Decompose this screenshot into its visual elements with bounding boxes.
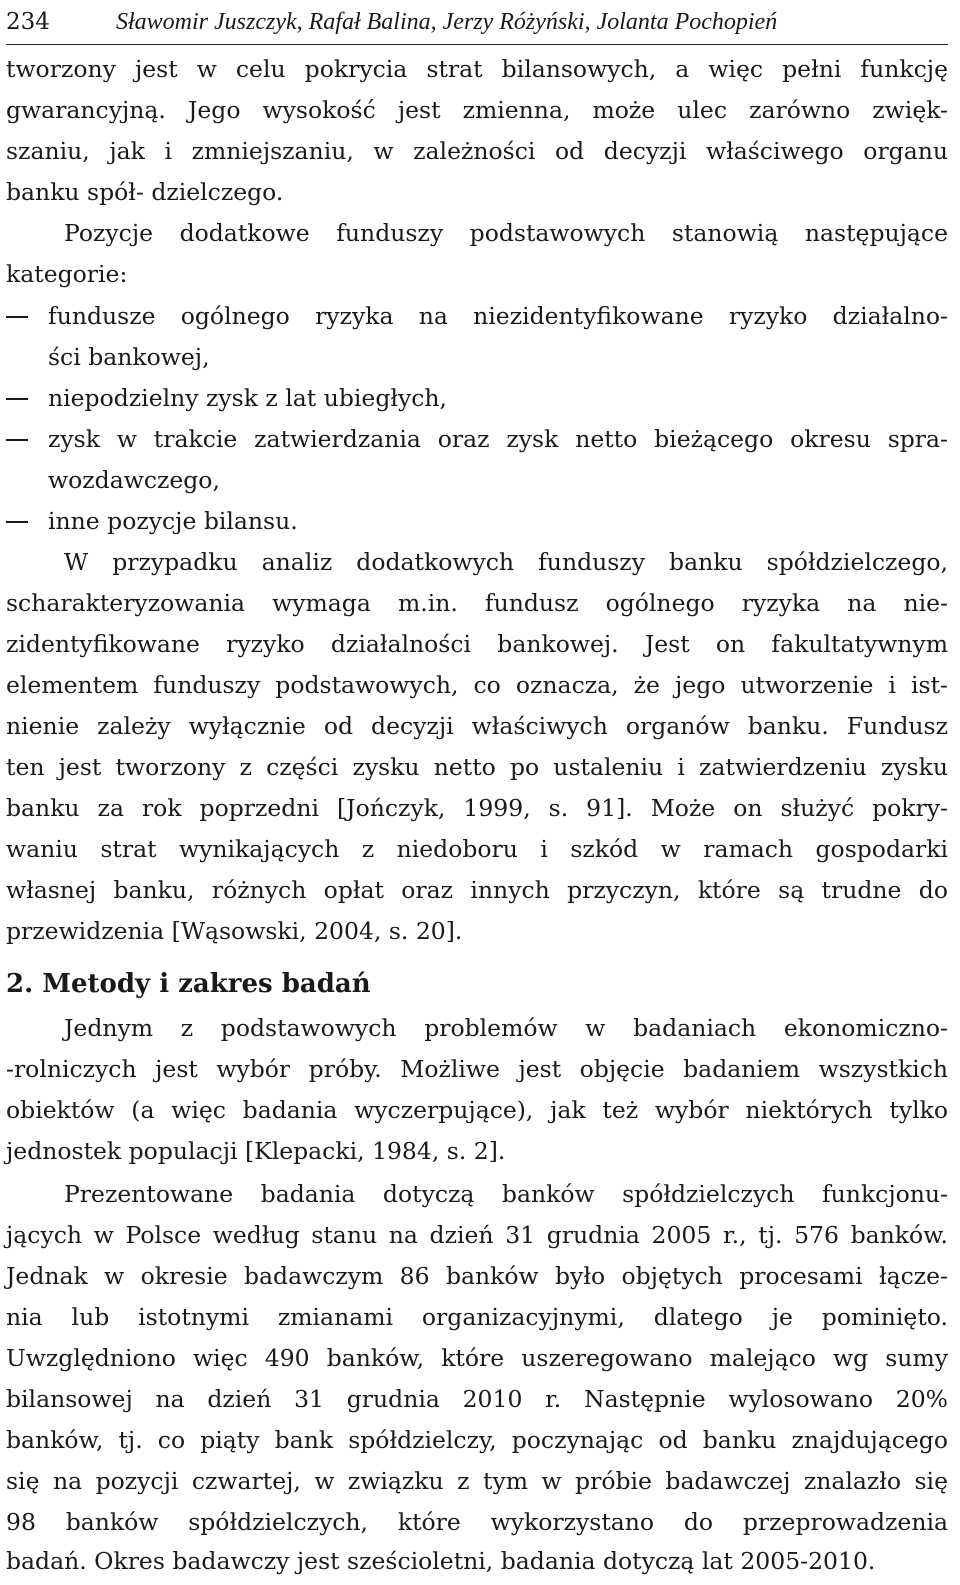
text-line: Prezentowane badania dotyczą banków spółdzielczych funkcjonu- [64,1180,948,1208]
text-line: Uwzględniono więc 490 banków, które uszeregowano malejąco wg sumy [6,1344,948,1372]
text-line: Jednym z podstawowych problemów w badaniach ekonomiczno- [64,1014,948,1042]
text-line: jednostek populacji [Klepacki, 1984, s. 2]. [6,1137,506,1165]
header-rule [6,44,948,45]
text-line: banku spół- dzielczego. [6,178,284,206]
list-item-line: inne pozycje bilansu. [48,507,298,535]
text-line: Pozycje dodatkowe funduszy podstawowych stanowią następujące [64,219,948,247]
list-dash [6,439,28,441]
text-line: się na pozycji czwartej, w związku z tym w próbie badawczej znalazło się [6,1467,948,1495]
text-line: banku za rok poprzedni [Jończyk, 1999, s. 91]. Może on służyć pokry- [6,794,948,822]
text-line: scharakteryzowania wymaga m.in. fundusz ogólnego ryzyka na nie- [6,589,948,617]
list-dash [6,521,28,523]
text-line: waniu strat wynikających z niedoboru i szkód w ramach gospodarki [6,835,948,863]
text-line: zidentyfikowane ryzyko działalności bankowej. Jest on fakultatywnym [6,630,948,658]
text-line: kategorie: [6,260,128,288]
text-line: tworzony jest w celu pokrycia strat bilansowych, a więc pełni funkcję [6,55,948,83]
text-line: przewidzenia [Wąsowski, 2004, s. 20]. [6,917,463,945]
page-header [6,2,948,42]
text-line: jących w Polsce według stanu na dzień 31 grudnia 2005 r., tj. 576 banków. [6,1221,948,1249]
text-line: badań. Okres badawczy jest sześcioletni, badania dotyczą lat 2005-2010. [6,1547,876,1575]
section-heading: 2. Metody i zakres badań [6,969,371,999]
text-line: banków, tj. co piąty bank spółdzielczy, poczynając od banku znajdującego [6,1426,948,1454]
text-line: 98 banków spółdzielczych, które wykorzystano do przeprowadzenia [6,1508,948,1536]
text-line: własnej banku, różnych opłat oraz innych przyczyn, które są trudne do [6,876,948,904]
list-dash [6,316,28,318]
page-number: 234 [6,9,50,35]
list-item-line: ści bankowej, [48,343,210,371]
text-line: Jednak w okresie badawczym 86 banków było objętych procesami łącze- [6,1262,948,1290]
text-line: -rolniczych jest wybór próby. Możliwe jest objęcie badaniem wszystkich [6,1055,948,1083]
text-line: nienie zależy wyłącznie od decyzji właściwych organów banku. Fundusz [6,712,948,740]
text-line: W przypadku analiz dodatkowych funduszy banku spółdzielczego, [64,548,948,576]
text-line: bilansowej na dzień 31 grudnia 2010 r. Następnie wylosowano 20% [6,1385,948,1413]
list-item-line: zysk w trakcie zatwierdzania oraz zysk netto bieżącego okresu spra- [48,425,948,453]
text-line: nia lub istotnymi zmianami organizacyjnymi, dlatego je pominięto. [6,1303,948,1331]
text-line: szaniu, jak i zmniejszaniu, w zależności od decyzji właściwego organu [6,137,948,165]
list-item-line: wozdawczego, [48,466,220,494]
list-item-line: niepodzielny zysk z lat ubiegłych, [48,384,448,412]
text-line: elementem funduszy podstawowych, co oznacza, że jego utworzenie i ist- [6,671,948,699]
list-item-line: fundusze ogólnego ryzyka na niezidentyfikowane ryzyko działalno- [48,302,948,330]
text-line: ten jest tworzony z części zysku netto po ustaleniu i zatwierdzeniu zysku [6,753,948,781]
text-line: obiektów (a więc badania wyczerpujące), jak też wybór niektórych tylko [6,1096,948,1124]
list-dash [6,398,28,400]
running-header-authors: Sławomir Juszczyk, Rafał Balina, Jerzy Różyński, Jolanta Pochopień [116,9,778,35]
text-line: gwarancyjną. Jego wysokość jest zmienna, może ulec zarówno zwięk- [6,96,948,124]
